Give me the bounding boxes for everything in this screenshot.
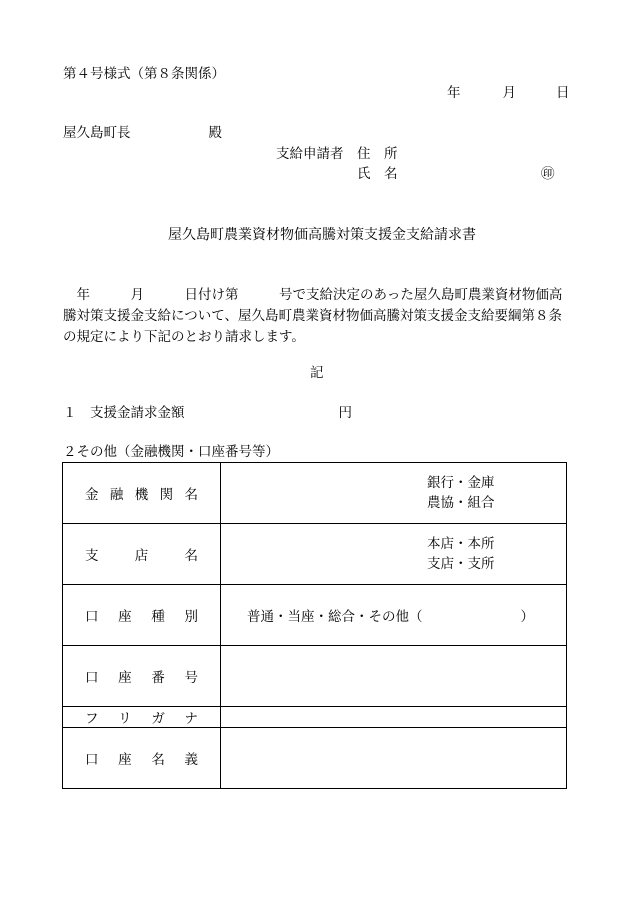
addressee xyxy=(63,127,222,141)
label-char: 座 xyxy=(118,670,132,686)
account-type-close: ） xyxy=(520,609,534,625)
furigana-field[interactable] xyxy=(221,707,567,728)
label-char: 関 xyxy=(159,487,174,503)
date-day: 日 xyxy=(556,85,570,101)
amount-label: １ 支援金請求金額 xyxy=(63,405,185,421)
bank-option-1: 銀行・金庫 xyxy=(427,475,495,491)
bank-label xyxy=(63,463,221,524)
bank-field[interactable] xyxy=(221,463,567,524)
furigana-label xyxy=(63,707,221,728)
label-char: 番 xyxy=(151,670,165,686)
label-char: 口 xyxy=(85,609,99,625)
label-char: 名 xyxy=(184,548,198,564)
row-bank xyxy=(63,463,567,524)
row-account-name xyxy=(63,728,567,789)
label-char: リ xyxy=(118,711,132,727)
bank-options xyxy=(427,473,495,513)
account-number-label xyxy=(63,646,221,707)
branch-field[interactable] xyxy=(221,524,567,585)
account-number-field[interactable] xyxy=(221,646,567,707)
label-char: 座 xyxy=(118,609,132,625)
applicant-role: 支給申請者 xyxy=(276,146,344,162)
body-text: 年 月 日付け第 号で支給決定のあった屋久島町農業資材物価高騰対策支援金支給について、屋久島町農業資材物価高騰対策支援金支給要綱第８条の規定により下記のとおり請求します。 xyxy=(63,287,563,345)
label-char: ナ xyxy=(184,711,198,727)
item-other: ２その他（金融機関・口座番号等） xyxy=(63,444,279,460)
label-char: 名 xyxy=(151,752,165,768)
label-char: フ xyxy=(85,711,99,727)
account-name-label xyxy=(63,728,221,789)
label-char: 金 xyxy=(85,487,99,503)
date-month: 月 xyxy=(502,85,516,101)
branch-label xyxy=(63,524,221,585)
account-type-field[interactable] xyxy=(221,585,567,646)
row-account-number xyxy=(63,646,567,707)
label-char: 口 xyxy=(85,670,99,686)
bank-option-2: 農協・組合 xyxy=(427,495,495,511)
date-year: 年 xyxy=(447,85,461,101)
address-label: 住 所 xyxy=(357,146,398,162)
account-type-choices: 普通・当座・総合・その他（ xyxy=(247,609,423,625)
label-char: ガ xyxy=(151,711,165,727)
row-account-type xyxy=(63,585,567,646)
account-type-options xyxy=(247,605,534,625)
addressee-name: 屋久島町長 xyxy=(63,125,131,141)
applicant-name-label: 氏 名 xyxy=(357,166,398,182)
label-char: 口 xyxy=(85,752,99,768)
label-char: 座 xyxy=(118,752,132,768)
label-char: 種 xyxy=(151,609,165,625)
row-branch xyxy=(63,524,567,585)
date-line xyxy=(447,87,570,101)
label-char: 支 xyxy=(85,548,99,564)
form-number: 第４号様式（第８条関係） xyxy=(63,66,225,82)
ki-heading: 記 xyxy=(310,365,324,381)
label-char: 号 xyxy=(184,670,198,686)
label-char: 義 xyxy=(184,752,198,768)
label-char: 名 xyxy=(184,487,198,503)
label-char: 機 xyxy=(134,487,149,503)
amount-unit: 円 xyxy=(338,405,352,421)
label-char: 別 xyxy=(184,609,198,625)
branch-option-1: 本店・本所 xyxy=(427,536,495,552)
branch-options xyxy=(427,534,495,574)
account-name-field[interactable] xyxy=(221,728,567,789)
label-char: 融 xyxy=(109,487,124,503)
row-furigana xyxy=(63,707,567,728)
seal-mark: ㊞ xyxy=(541,166,555,182)
addressee-honorific: 殿 xyxy=(208,125,222,141)
applicant-address-row xyxy=(276,148,398,162)
account-type-label xyxy=(63,585,221,646)
document-title: 屋久島町農業資材物価高騰対策支援金支給請求書 xyxy=(168,227,476,243)
item-amount xyxy=(63,407,352,421)
label-char: 店 xyxy=(134,548,149,564)
account-table xyxy=(62,462,567,789)
branch-option-2: 支店・支所 xyxy=(427,556,495,572)
